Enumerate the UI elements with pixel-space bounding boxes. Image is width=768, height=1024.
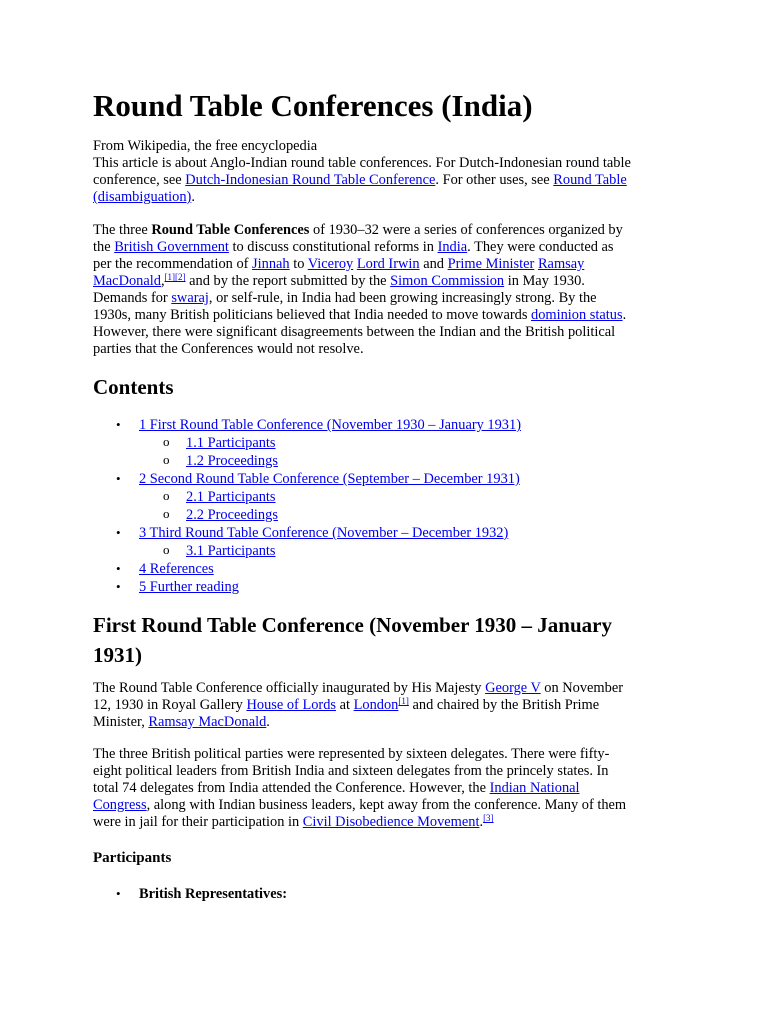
page-title: Round Table Conferences (India) xyxy=(93,88,533,123)
body-line xyxy=(93,714,678,731)
intro-line xyxy=(93,256,678,273)
toc-item xyxy=(93,416,521,434)
body-text: total 74 delegates from India attended the Conference. However, the xyxy=(93,780,490,796)
toc-item xyxy=(93,488,521,506)
toc-link[interactable]: 3.1 Participants xyxy=(186,543,276,559)
link-macdonald[interactable]: MacDonald xyxy=(93,273,161,289)
intro-text: The three xyxy=(93,222,152,238)
intro-text: in May 1930. xyxy=(504,273,585,289)
intro-line xyxy=(93,239,678,256)
toc-link[interactable]: 2.1 Participants xyxy=(186,489,276,505)
intro-paragraph xyxy=(93,222,678,358)
link-ramsay[interactable]: Ramsay xyxy=(537,256,585,272)
section-heading-line: 1931) xyxy=(93,643,142,667)
citation-link[interactable]: [3] xyxy=(483,813,494,823)
link-lord-irwin[interactable]: Lord Irwin xyxy=(356,256,420,272)
intro-line xyxy=(93,307,678,324)
body-text: , along with Indian business leaders, kept away from the conference. Many of them xyxy=(146,797,627,813)
section-heading-first-rtc xyxy=(93,610,683,670)
intro-text: . They were conducted as xyxy=(467,239,614,255)
body-line xyxy=(93,814,678,831)
intro-text: to discuss constitutional reforms in xyxy=(228,239,438,255)
link-prime-minister[interactable]: Prime Minister xyxy=(447,256,535,272)
intro-text: and by the report submitted by the xyxy=(185,273,391,289)
link-house-of-lords[interactable]: House of Lords xyxy=(246,697,337,713)
toc-link[interactable]: 3 Third Round Table Conference (November – December 1932) xyxy=(139,525,509,541)
body-line: The three British political parties were represented by sixteen delegates. There were fifty- xyxy=(93,746,610,762)
intro-line: However, there were significant disagreements between the Indian and the British political xyxy=(93,324,616,340)
section1-paragraph-2 xyxy=(93,746,678,831)
toc-link[interactable]: 1 First Round Table Conference (November 1930 – January 1931) xyxy=(139,417,521,433)
link-round-table[interactable]: Round Table xyxy=(553,172,627,188)
intro-line xyxy=(93,290,678,307)
intro-line xyxy=(93,273,678,290)
intro-bold-term: Round Table Conferences xyxy=(151,222,310,238)
link-london[interactable]: London xyxy=(353,697,399,713)
toc-item xyxy=(93,452,521,470)
link-indian-national-congress[interactable]: Indian National xyxy=(489,780,580,796)
section-heading-line: First Round Table Conference (November 1930 – January xyxy=(93,613,612,637)
intro-text: per the recommendation of xyxy=(93,256,253,272)
body-text: The Round Table Conference officially inaugurated by His Majesty xyxy=(93,680,486,696)
hatnote-text: . xyxy=(191,189,195,205)
link-simon-commission[interactable]: Simon Commission xyxy=(390,273,505,289)
participants-heading: Participants xyxy=(93,850,172,866)
hatnote-line-3 xyxy=(93,189,678,206)
list-item-label: British Representatives: xyxy=(139,886,288,902)
hatnote-text: . For other uses, see xyxy=(435,172,554,188)
intro-text: to xyxy=(289,256,308,272)
hatnote-line-1: This article is about Anglo-Indian round table conferences. For Dutch-Indonesian round table xyxy=(93,155,631,171)
intro-text: . xyxy=(622,307,627,323)
body-text: Minister, xyxy=(93,714,149,730)
hatnote-line-2 xyxy=(93,172,678,189)
toc-link[interactable]: 1.2 Proceedings xyxy=(186,453,278,469)
intro-text: of 1930–32 were a series of conferences organized by xyxy=(309,222,623,238)
toc-item xyxy=(93,542,521,560)
toc-link[interactable]: 1.1 Participants xyxy=(186,435,276,451)
body-text: 12, 1930 in Royal Gallery xyxy=(93,697,247,713)
tagline: From Wikipedia, the free encyclopedia xyxy=(93,138,318,154)
link-swaraj[interactable]: swaraj xyxy=(171,290,209,306)
body-text: at xyxy=(336,697,354,713)
citation-link[interactable]: [1][2] xyxy=(164,272,186,282)
toc-item xyxy=(93,560,521,578)
toc-link[interactable]: 5 Further reading xyxy=(139,579,239,595)
toc-item xyxy=(93,524,521,542)
link-civil-disobedience-movement[interactable]: Civil Disobedience Movement xyxy=(302,814,480,830)
body-line xyxy=(93,680,678,697)
body-text: . xyxy=(479,814,484,830)
body-text: were in jail for their participation in xyxy=(93,814,303,830)
hatnote xyxy=(93,155,678,206)
toc-link[interactable]: 2.2 Proceedings xyxy=(186,507,278,523)
table-of-contents xyxy=(93,416,521,596)
link-ramsay-macdonald[interactable]: Ramsay MacDonald xyxy=(148,714,267,730)
intro-text: , xyxy=(160,273,165,289)
toc-item xyxy=(93,470,521,488)
intro-line: parties that the Conferences would not resolve. xyxy=(93,341,364,357)
list-item xyxy=(93,885,287,903)
link-viceroy[interactable]: Viceroy xyxy=(307,256,354,272)
intro-text: 1930s, many British politicians believed that India needed to move towards xyxy=(93,307,532,323)
intro-text: , or self-rule, in India had been growing increasingly strong. By the xyxy=(208,290,597,306)
intro-text: the xyxy=(93,239,115,255)
section1-paragraph-1 xyxy=(93,680,678,731)
link-dominion-status[interactable]: dominion status xyxy=(531,307,623,323)
contents-heading: Contents xyxy=(93,375,174,399)
link-dutch-indonesian-rtc[interactable]: Dutch-Indonesian Round Table Conference xyxy=(185,172,436,188)
intro-text: Demands for xyxy=(93,290,172,306)
intro-line xyxy=(93,222,678,239)
link-british-government[interactable]: British Government xyxy=(114,239,229,255)
link-jinnah[interactable]: Jinnah xyxy=(252,256,290,272)
body-text: on November xyxy=(540,680,623,696)
toc-item xyxy=(93,506,521,524)
citation-link[interactable]: [1] xyxy=(398,696,409,706)
link-george-v[interactable]: George V xyxy=(485,680,541,696)
body-text: and chaired by the British Prime xyxy=(408,697,600,713)
toc-item xyxy=(93,434,521,452)
hatnote-text: conference, see xyxy=(93,172,186,188)
link-indian-national-congress[interactable]: Congress xyxy=(93,797,147,813)
toc-link[interactable]: 4 References xyxy=(139,561,214,577)
intro-text: and xyxy=(419,256,448,272)
body-text: . xyxy=(266,714,270,730)
link-round-table-disambiguation[interactable]: (disambiguation) xyxy=(93,189,192,205)
body-line: eight political leaders from British India and sixteen delegates from the princely states. In xyxy=(93,763,609,779)
toc-link[interactable]: 2 Second Round Table Conference (September – December 1931) xyxy=(139,471,520,487)
link-india[interactable]: India xyxy=(437,239,468,255)
body-line xyxy=(93,797,678,814)
toc-item xyxy=(93,578,521,596)
participants-list xyxy=(93,885,287,903)
body-line xyxy=(93,780,678,797)
body-line xyxy=(93,697,678,714)
